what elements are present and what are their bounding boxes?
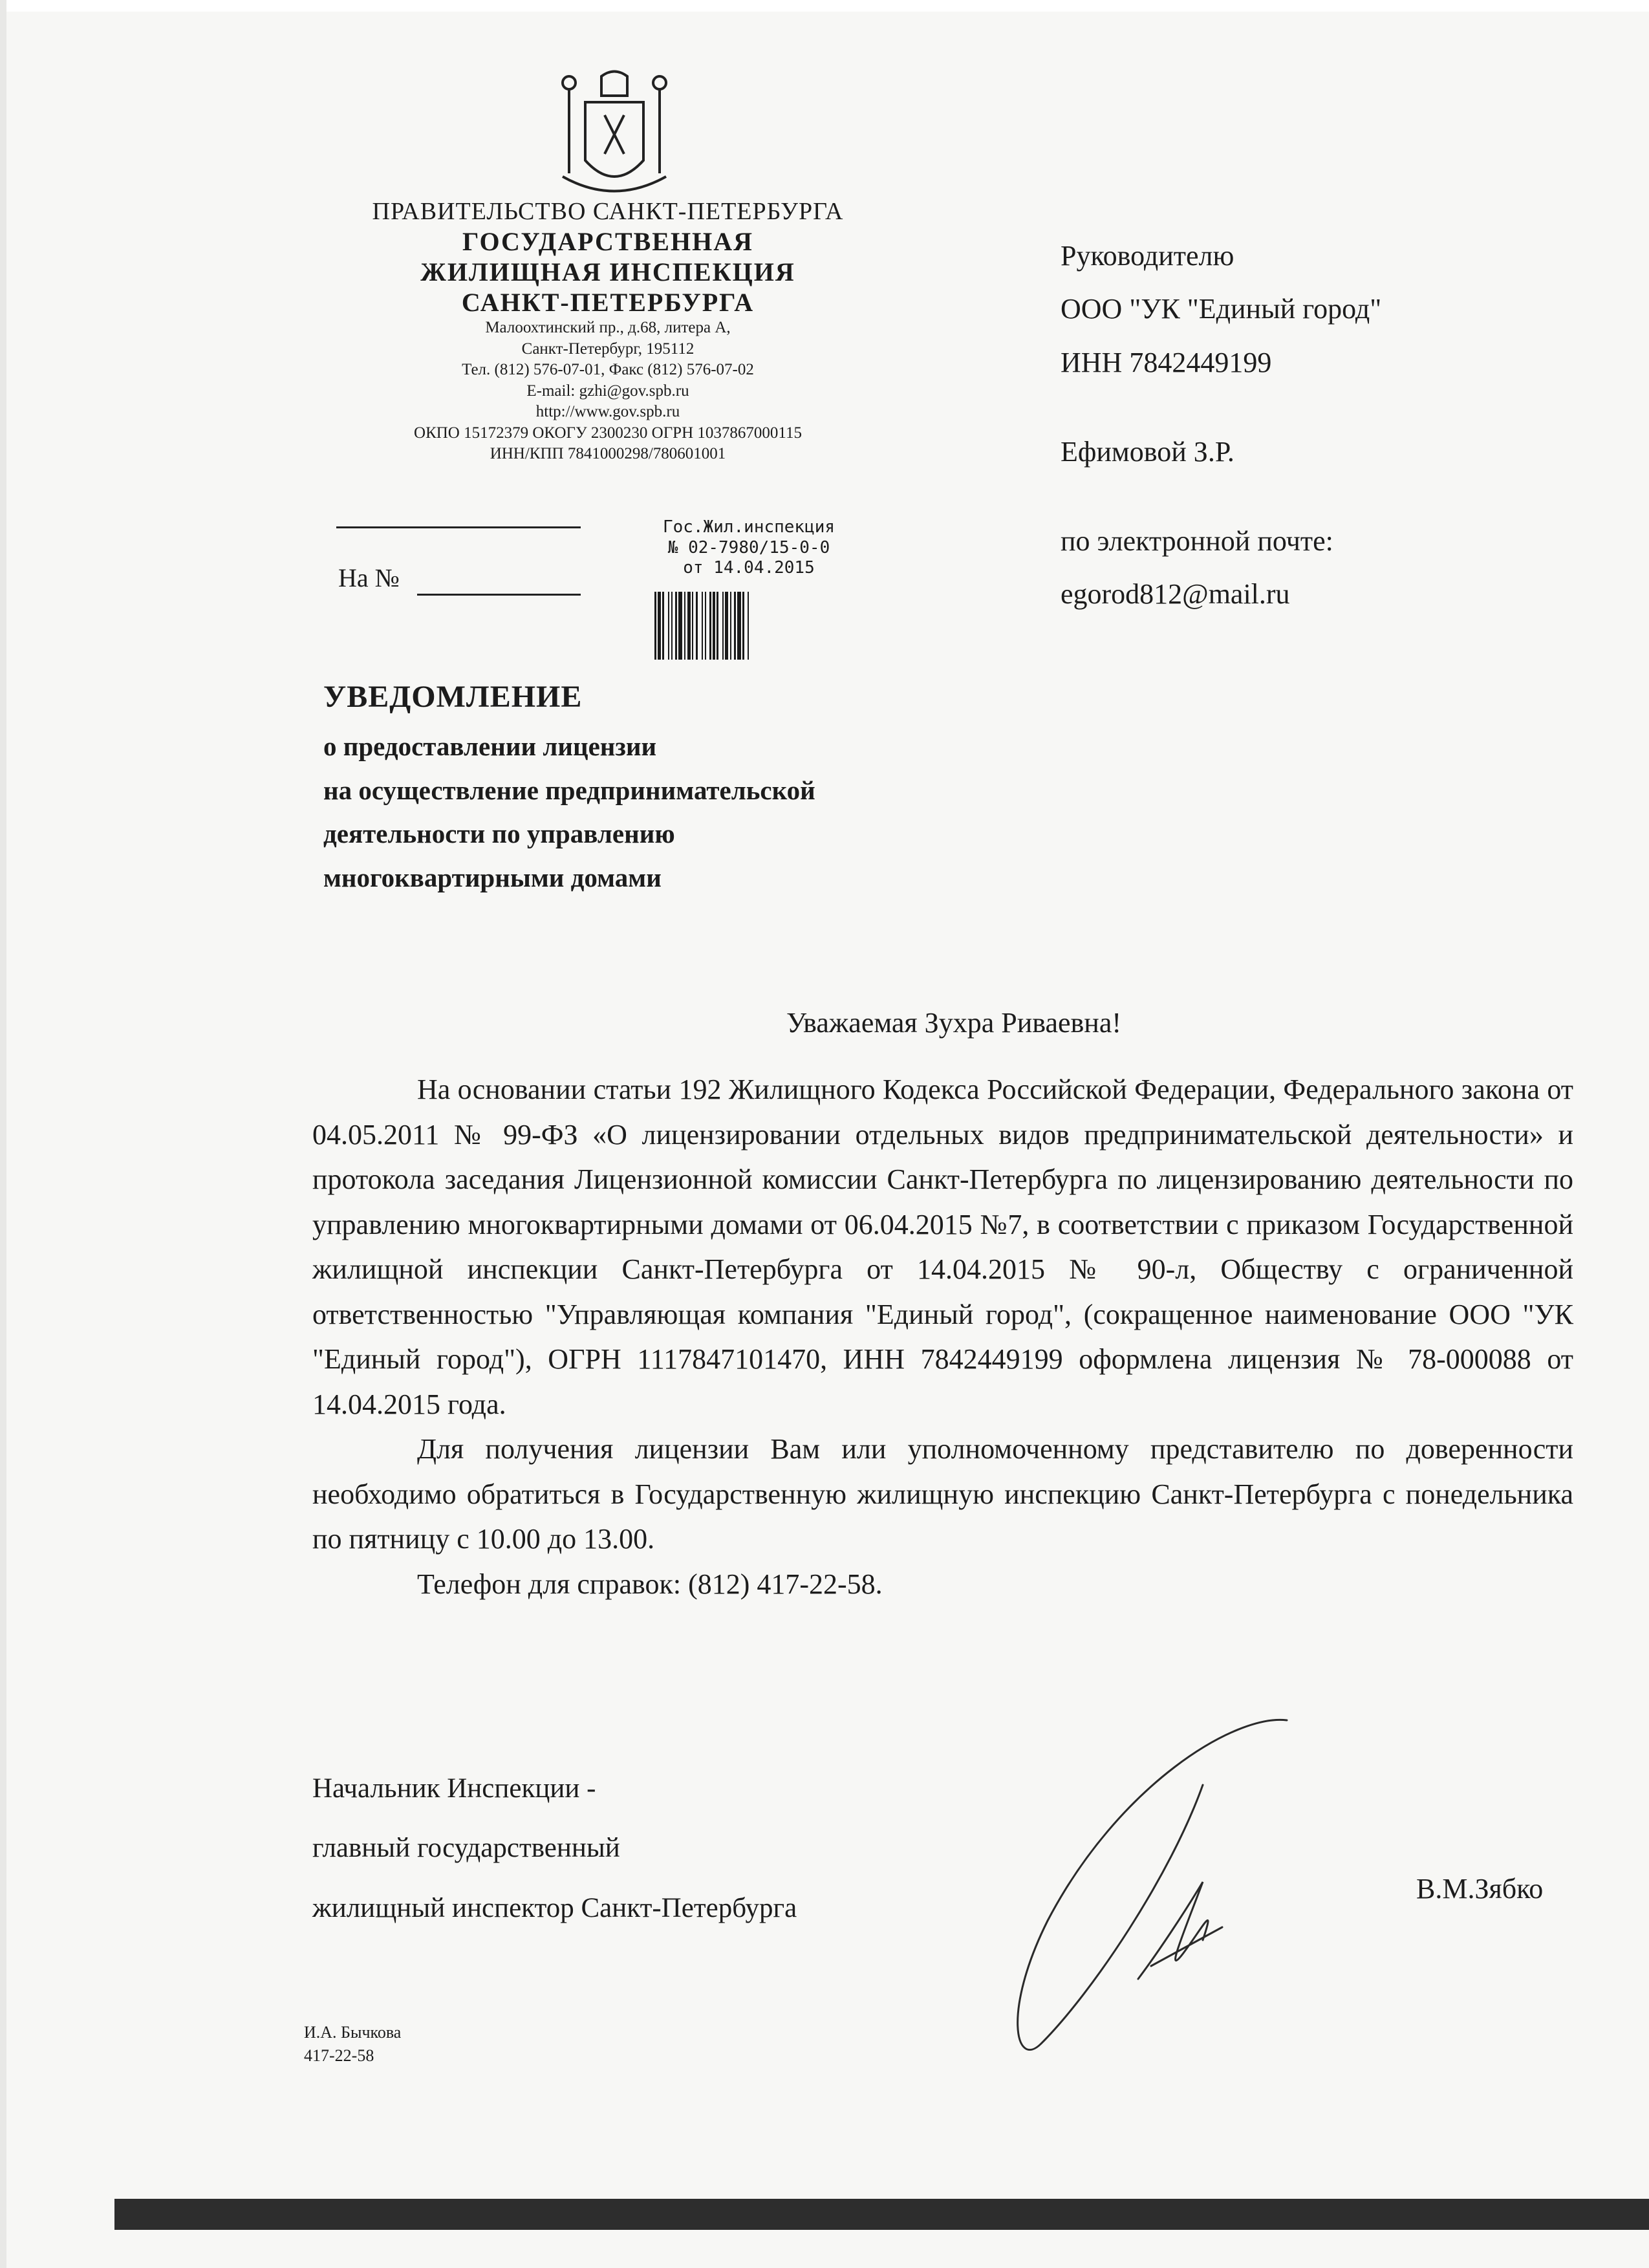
org-address: Санкт-Петербург, 195112 [521,340,695,358]
recipient-email: egorod812@mail.ru [1061,578,1290,610]
salutation: Уважаемая Зухра Риваевна! [786,1007,1122,1039]
stamp-line: Гос.Жил.инспекция [662,517,835,537]
org-name-line: САНКТ-ПЕТЕРБУРГА [461,288,755,318]
scan-edge [0,0,1649,12]
registration-line [417,594,581,596]
org-name-line: ГОСУДАРСТВЕННАЯ [462,226,753,256]
org-codes: ОКПО 15172379 ОКОГУ 2300230 ОГРН 1037867000115 [414,424,802,442]
body-paragraph: Телефон для справок: (812) 417-22-58. [417,1568,883,1600]
recipient-title: Руководителю [1061,240,1234,272]
letter-body [312,1067,1573,1606]
barcode-icon [654,592,858,660]
executor-name: И.А. Бычкова [304,2023,402,2042]
government-name: ПРАВИТЕЛЬСТВО САНКТ-ПЕТЕРБУРГА [372,198,844,225]
org-phones: Тел. (812) 576-07-01, Факс (812) 576-07-02 [462,361,754,379]
delivery-method: по электронной почте: [1061,525,1333,557]
recipient-name: Ефимовой З.Р. [1061,435,1234,468]
org-address: Малоохтинский пр., д.68, литера А, [485,319,731,337]
body-paragraph: На основании статьи 192 Жилищного Кодекса Российской Федерации, Федерального закона от 04.05.2011 № 99-ФЗ «О лицензировании отдельных видов предпринимательской деятельности» и протокола заседания Лицензионной комиссии Санкт-Петербурга по лицензированию деятельности по управлению многоквартирными домами от 06.04.2015 №7, в соответствии с приказом Государственной жилищной инспекции Санкт-Петербурга от 14.04.2015 № 90-л, Обществу с ограниченной ответственностью "Управляющая компания "Единый город", (сокращенное наименование ООО "УК "Единый город"), ОГРН 1117847101470, ИНН 7842449199 оформлена лицензия № 78-000088 от 14.04.2015 года. [312,1074,1573,1420]
org-website: http://www.gov.spb.ru [535,403,680,421]
stamp-line: № 02-7980/15-0-0 [667,537,830,557]
notice-subtitle: деятельности по управлению [323,819,675,849]
recipient-block [1061,230,1526,621]
handwritten-signature [989,1707,1326,2095]
notice-subtitle: о предоставлении лицензии [323,731,657,761]
signatory-line: главный государственный [312,1833,620,1864]
recipient-inn: ИНН 7842449199 [1061,346,1272,378]
org-email: E-mail: gzhi@gov.spb.ru [526,382,689,400]
signatory-line: Начальник Инспекции - [312,1773,596,1804]
registration-line [336,526,581,528]
org-name-line: ЖИЛИЩНАЯ ИНСПЕКЦИЯ [420,257,795,287]
notice-subtitle: многоквартирными домами [323,862,662,892]
notice-title: УВЕДОМЛЕНИЕ [323,680,583,714]
coat-of-arms-icon [556,63,673,199]
signatory-title [312,1759,797,1938]
notice-heading [323,679,1002,900]
org-inn-kpp: ИНН/КПП 7841000298/780601001 [490,445,726,463]
sender-letterhead [336,197,879,465]
notice-subtitle: на осуществление предпринимательской [323,775,815,805]
signatory-name: В.М.Зябко [1416,1873,1544,1905]
stamp-line: от 14.04.2015 [683,558,815,578]
executor-phone: 417-22-58 [304,2046,374,2066]
scan-edge [0,0,6,2268]
scan-edge-bar [114,2199,1649,2230]
registration-stamp [626,517,872,579]
executor-info [304,2021,401,2068]
body-paragraph: Для получения лицензии Вам или уполномоченному представителю по доверенности необходимо обратиться в Государственную жилищную инспекцию Санкт-Петербурга с понедельника по пятницу с 10.00 до 13.00. [312,1433,1573,1555]
signatory-line: жилищный инспектор Санкт-Петербурга [312,1892,797,1923]
reference-number-label: На № [338,563,400,592]
recipient-company: ООО "УК "Единый город" [1061,293,1382,325]
